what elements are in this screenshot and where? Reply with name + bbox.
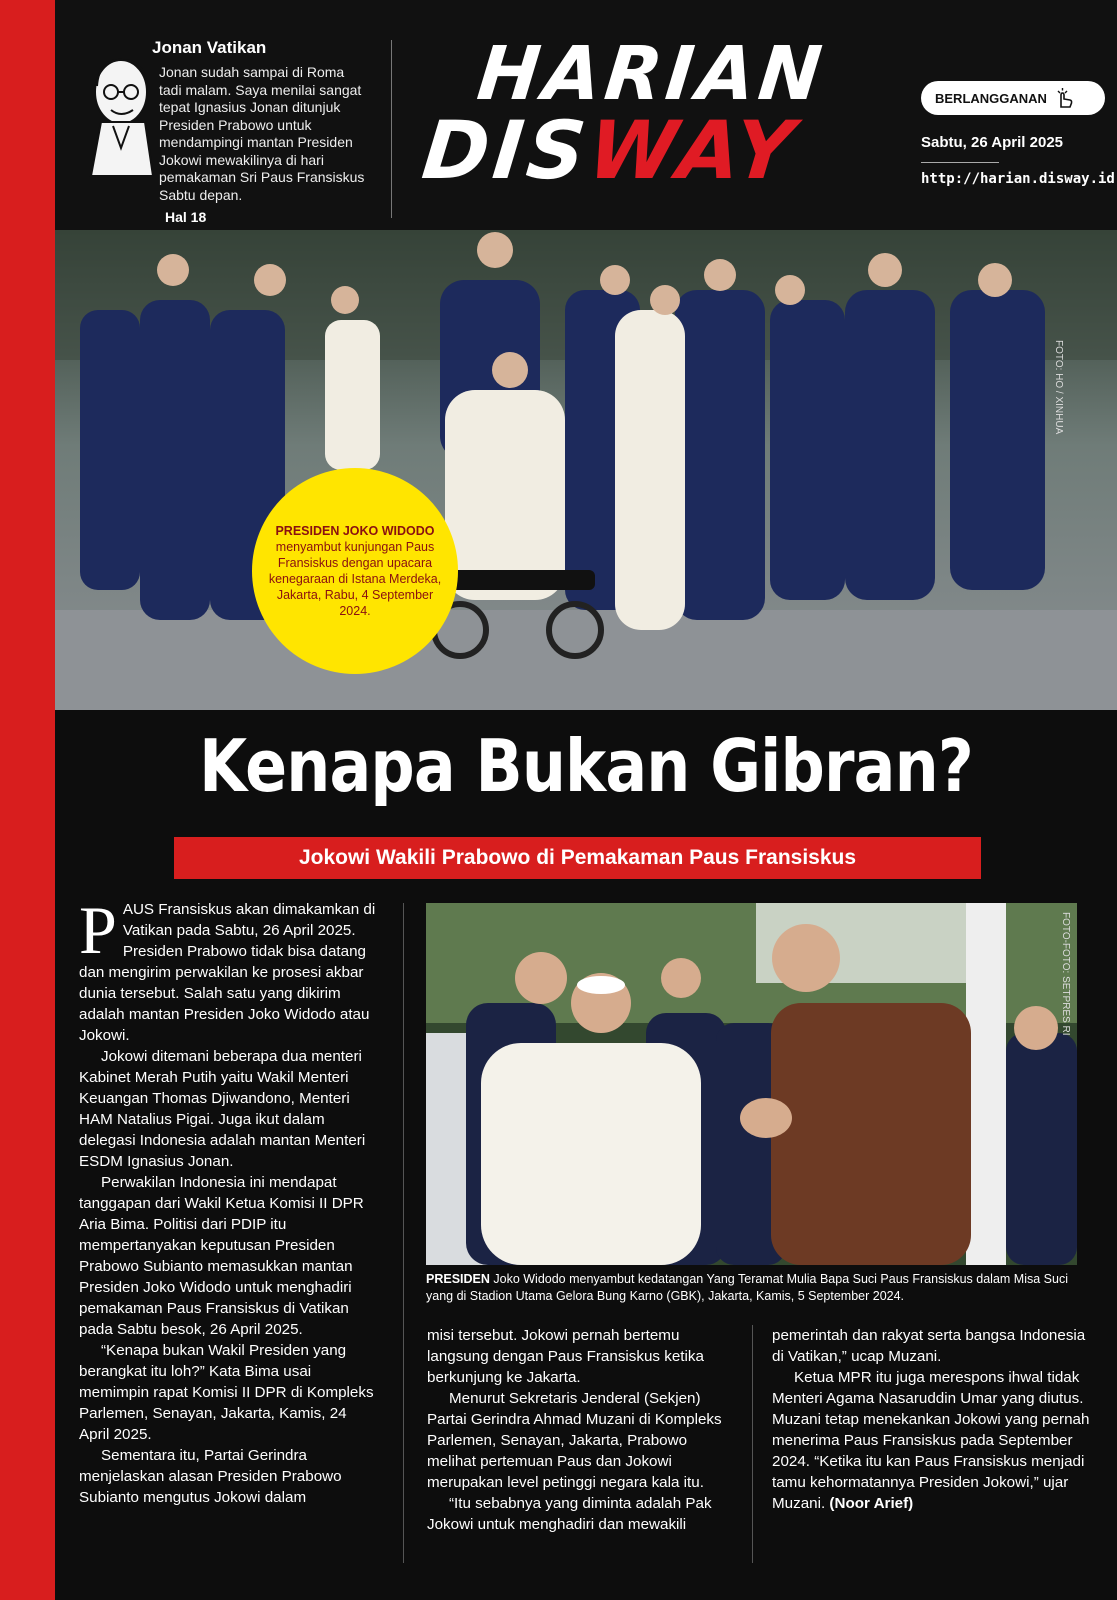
logo-way: WAY xyxy=(583,104,802,197)
paragraph-7: Menurut Sekretaris Jenderal (Sekjen) Partai Gerindra Ahmad Muzani di Kompleks Parlemen, Senayan, Jakarta, Prabowo melihat pertemuan Paus dan Jokowi merupakan level petinggi negara kala itu. xyxy=(427,1390,722,1491)
logo-dis: DIS xyxy=(418,104,594,197)
badge-text: menyambut kunjungan Paus Fransiskus dengan upacara kenegaraan di Istana Merdeka, Jakarta, Rabu, 4 September 2024. xyxy=(268,540,442,618)
article-column-3 xyxy=(772,1325,1090,1514)
main-photo-scene xyxy=(55,230,1117,710)
dropcap: P xyxy=(79,892,117,968)
caption-lead: PRESIDEN xyxy=(426,1272,490,1286)
paragraph-6: misi tersebut. Jokowi pernah bertemu langsung dengan Paus Fransiskus ketika berkunjung ke Jakarta. xyxy=(427,1327,704,1386)
subheadline: Jokowi Wakili Prabowo di Pemakaman Paus Fransiskus xyxy=(174,837,981,879)
main-photo-credit: FOTO: HO / XINHUA xyxy=(1053,340,1064,435)
column-page-ref[interactable]: Hal 18 xyxy=(165,209,207,225)
columnist-caricature-icon xyxy=(83,48,155,178)
paragraph-2: Jokowi ditemani beberapa dua menteri Kabinet Merah Putih yaitu Wakil Menteri Keuangan Thomas Djiwandono, Menteri HAM Natalius Pigai. Juga ikut dalam delegasi Indonesia adalah mantan Menteri ESDM Ignasius Jonan. xyxy=(79,1048,366,1170)
second-photo-scene xyxy=(426,903,1077,1265)
column-teaser-text: Jonan sudah sampai di Roma tadi malam. Saya menilai sangat tepat Ignasius Jonan ditunjuk Presiden Prabowo untuk mendampingi mantan Presiden Jokowi mewakilinya di hari pemakaman Sri Paus Fransiskus Sabtu depan. xyxy=(159,64,365,203)
caption-text: Joko Widodo menyambut kedatangan Yang Teramat Mulia Bapa Suci Paus Fransiskus dalam Misa Suci yang di Stadion Utama Gelora Bung Karno (GBK), Jakarta, Kamis, 5 September 2024. xyxy=(426,1272,1068,1303)
article-column-1 xyxy=(79,892,379,1508)
paragraph-4: “Kenapa bukan Wakil Presiden yang berangkat itu loh?” Kata Bima usai memimpin rapat Komisi II DPR di Kompleks Parlemen, Senayan, Jakarta, Kamis, 24 April 2025. xyxy=(79,1342,374,1443)
column-title: Jonan Vatikan xyxy=(152,38,267,57)
site-url[interactable]: http://harian.disway.id xyxy=(921,171,1115,187)
headline: Kenapa Bukan Gibran? xyxy=(199,724,973,808)
paragraph-1-text: AUS Fransiskus akan dimakamkan di Vatikan pada Sabtu, 26 April 2025. Presiden Prabowo tidak bisa datang dan mengirim perwakilan ke prosesi akbar dunia tersebut. Salah satu yang dikirim adalah mantan Presiden Joko Widodo atau Jokowi. xyxy=(79,901,376,1044)
pointing-hand-icon xyxy=(1053,87,1075,109)
column-divider-2 xyxy=(752,1325,753,1563)
date-underline xyxy=(921,162,999,163)
logo-disway xyxy=(418,104,802,197)
issue-date: Sabtu, 26 April 2025 xyxy=(921,134,1064,151)
column-divider xyxy=(403,903,404,1563)
paragraph-5: Sementara itu, Partai Gerindra menjelaskan alasan Presiden Prabowo Subianto mengutus Jokowi dalam xyxy=(79,1447,342,1506)
paragraph-9: pemerintah dan rakyat serta bangsa Indonesia di Vatikan,” ucap Muzani. xyxy=(772,1327,1086,1365)
paragraph-1 xyxy=(79,892,379,1046)
second-photo-credit: FOTO-FOTO: SETPRES RI xyxy=(1060,912,1071,1036)
paragraph-10-text: Ketua MPR itu juga merespons ihwal tidak Menteri Agama Nasaruddin Umar yang diutus. Muzani tetap menekankan Jokowi yang pernah menerima Paus Fransiskus pada September 2024. “Ketika itu kan Paus Fransiskus menjadi tamu kehormatannya Presiden Jokowi,” ujar Muzani. xyxy=(772,1369,1090,1512)
subscribe-button[interactable] xyxy=(921,81,1105,115)
logo-harian: HARIAN xyxy=(473,31,830,117)
article-column-2 xyxy=(427,1325,737,1535)
byline: (Noor Arief) xyxy=(829,1495,914,1512)
badge-title: PRESIDEN JOKO WIDODO xyxy=(275,524,435,538)
second-photo xyxy=(426,903,1077,1265)
main-photo xyxy=(55,230,1117,710)
masthead-divider xyxy=(391,40,392,218)
photo-caption-badge xyxy=(252,468,458,674)
second-photo-caption xyxy=(426,1271,1077,1305)
masthead xyxy=(55,0,1117,230)
subscribe-label: BERLANGGANAN xyxy=(935,90,1047,106)
paragraph-10 xyxy=(772,1367,1090,1514)
left-accent-bar xyxy=(0,0,55,1600)
paragraph-3: Perwakilan Indonesia ini mendapat tanggapan dari Wakil Ketua Komisi II DPR Aria Bima. Politisi dari PDIP itu mempertanyakan keputusan Presiden Prabowo Subianto memasukkan mantan Presiden Joko Widodo untuk menghadiri pemakaman Paus Fransiskus di Vatikan pada Sabtu besok, 26 April 2025. xyxy=(79,1174,364,1338)
paragraph-8: “Itu sebabnya yang diminta adalah Pak Jokowi untuk menghadiri dan mewakili xyxy=(427,1495,712,1533)
